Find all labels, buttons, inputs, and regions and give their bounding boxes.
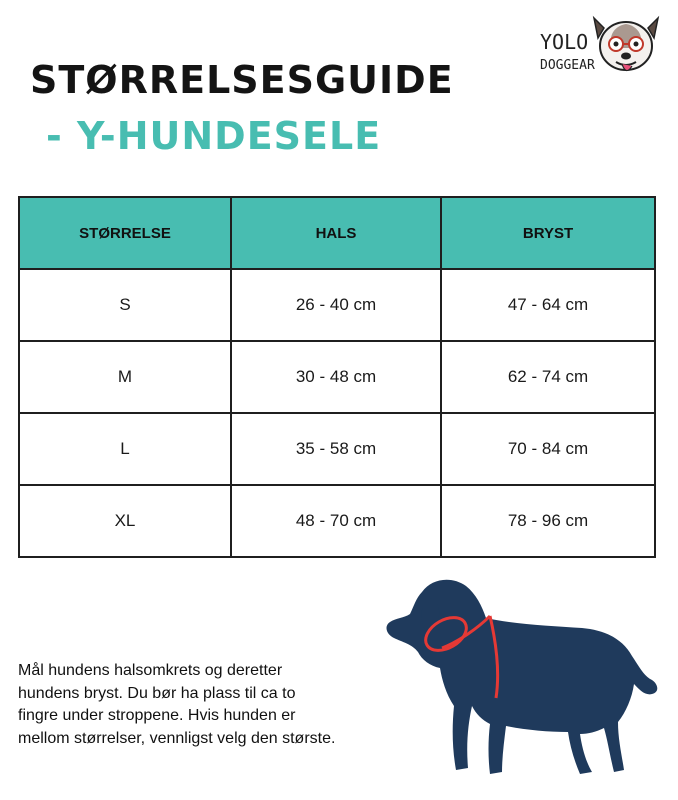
table-row <box>19 485 655 557</box>
cell-size: XL <box>19 485 231 557</box>
dog-face-icon <box>590 14 662 80</box>
cell-neck: 26 - 40 cm <box>231 269 441 341</box>
brand-logo <box>540 14 668 82</box>
page-title: STØRRELSESGUIDE <box>30 58 454 102</box>
dog-silhouette-icon <box>382 572 662 786</box>
note-line: fingre under stroppene. Hvis hunden er <box>18 707 296 724</box>
cell-size: S <box>19 269 231 341</box>
cell-chest: 62 - 74 cm <box>441 341 655 413</box>
note-line: mellom størrelser, vennligst velg den største. <box>18 729 336 747</box>
cell-size: L <box>19 413 231 485</box>
table-row <box>19 413 655 485</box>
cell-chest: 47 - 64 cm <box>441 269 655 341</box>
table-row <box>19 269 655 341</box>
cell-chest: 78 - 96 cm <box>441 485 655 557</box>
logo-text-yolo: YOLO <box>540 30 589 54</box>
cell-size: M <box>19 341 231 413</box>
note-line: hundens bryst. Du bør ha plass til ca to <box>18 684 296 702</box>
note-line: Mål hundens halsomkrets og deretter <box>18 662 283 679</box>
table-row <box>19 341 655 413</box>
measuring-instructions <box>18 660 438 750</box>
header-size: STØRRELSE <box>19 197 231 269</box>
table-header-row <box>19 197 655 269</box>
header-neck: HALS <box>231 197 441 269</box>
size-table <box>18 196 656 558</box>
cell-neck: 35 - 58 cm <box>231 413 441 485</box>
page-subtitle: - Y-HUNDESELE <box>46 114 382 158</box>
cell-neck: 48 - 70 cm <box>231 485 441 557</box>
cell-chest: 70 - 84 cm <box>441 413 655 485</box>
header-chest: BRYST <box>441 197 655 269</box>
cell-neck: 30 - 48 cm <box>231 341 441 413</box>
logo-text-doggear: DOGGEAR <box>540 58 595 73</box>
